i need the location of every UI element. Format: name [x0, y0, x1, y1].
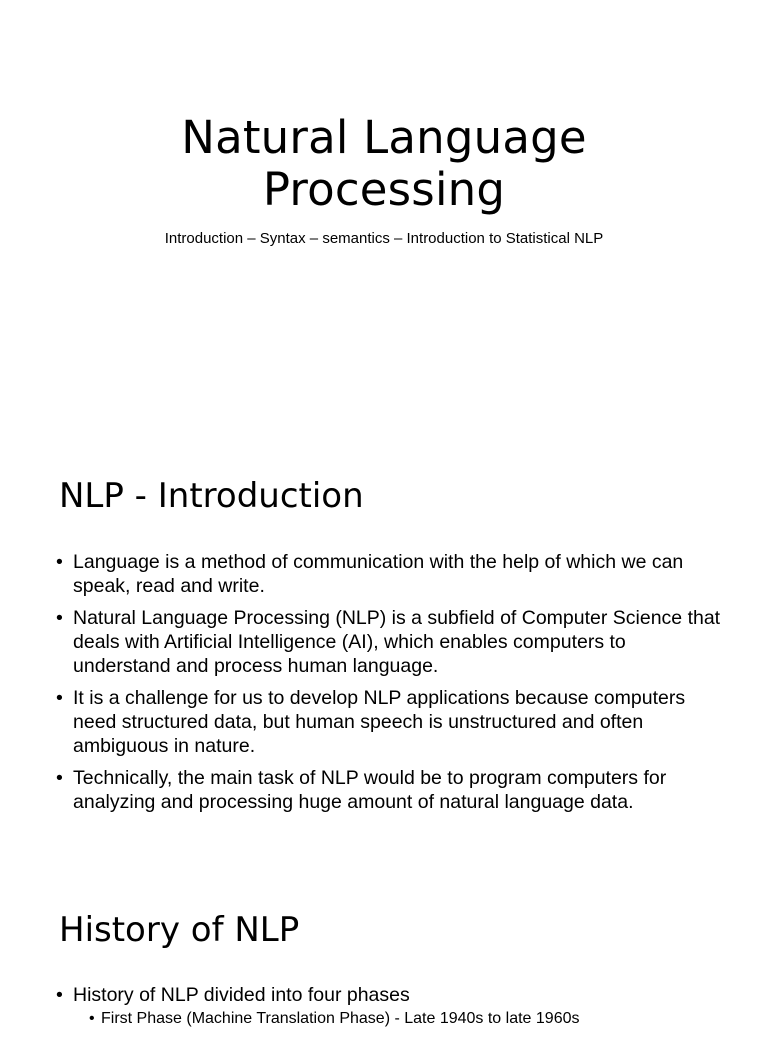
slide-title: Natural Language Processing: [181, 111, 587, 216]
history-bullet-list: [56, 983, 728, 1039]
bullet-item: • It is a challenge for us to develop NLP applications because computers need structured data, but human speech is unstructured and often ambiguous in nature.: [56, 686, 728, 758]
bullet-item: • Language is a method of communication with the help of which we can speak, read and write.: [56, 550, 728, 598]
nlp-introduction-bullet-list: [56, 550, 728, 822]
sub-bullet-list: [73, 1007, 728, 1031]
bullet-text: History of NLP divided into four phases: [73, 984, 410, 1006]
history-of-nlp-heading: History of NLP: [59, 910, 300, 950]
nlp-introduction-heading: NLP - Introduction: [59, 476, 364, 516]
sub-bullet-item: • First Phase (Machine Translation Phase) - Late 1940s to late 1960s: [73, 1007, 728, 1031]
slide-subtitle: Introduction – Syntax – semantics – Introduction to Statistical NLP: [164, 230, 604, 247]
bullet-item: • Technically, the main task of NLP would be to program computers for analyzing and processing huge amount of natural language data.: [56, 766, 728, 814]
bullet-item: • Natural Language Processing (NLP) is a subfield of Computer Science that deals with Artificial Intelligence (AI), which enables computers to understand and process human language.: [56, 606, 728, 678]
